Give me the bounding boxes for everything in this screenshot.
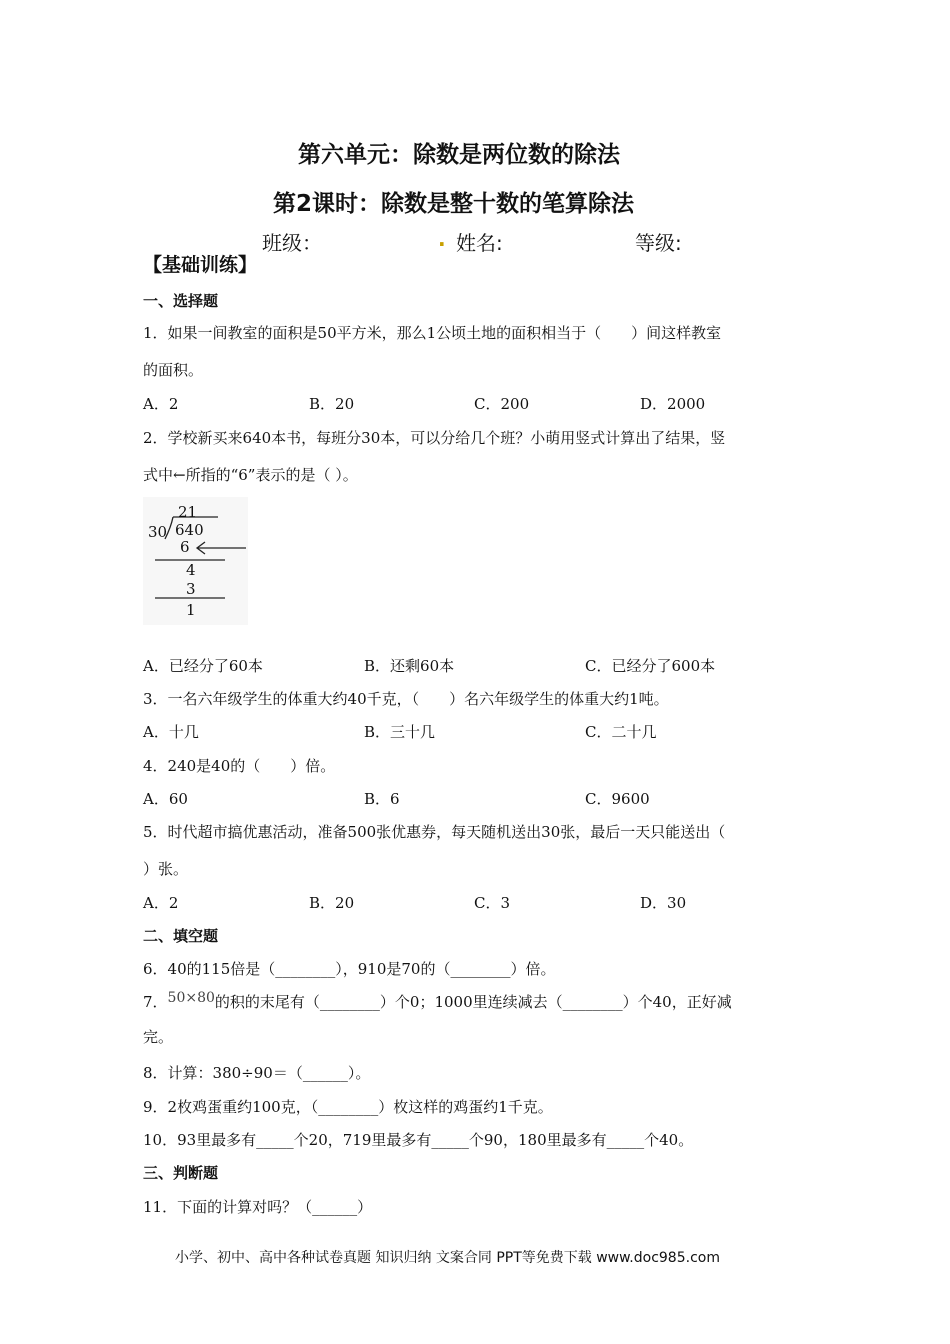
division-step-1: 1 <box>186 601 196 619</box>
q4-option-c: C．9600 <box>585 790 650 808</box>
q5-line2: ）张。 <box>143 860 189 878</box>
section-basic-training: 【基础训练】 <box>143 254 258 276</box>
division-quotient: 21 <box>178 503 198 521</box>
q3-line1: 3．一名六年级学生的体重大约40千克，（ ）名六年级学生的体重大约1吨。 <box>143 690 669 708</box>
section-fill-blank: 二、填空题 <box>143 927 219 945</box>
q2-line1: 2．学校新买来640本书，每班分30本，可以分给几个班？小萌用竖式计算出了结果，竖 <box>143 429 726 447</box>
q1-line1: 1．如果一间教室的面积是50平方米，那么1公顷土地的面积相当于（ ）间这样教室 <box>143 324 722 342</box>
q3-option-a: A．十几 <box>143 723 199 741</box>
q5-option-d: D．30 <box>640 894 687 912</box>
q5-line1: 5．时代超市搞优惠活动，准备500张优惠券，每天随机送出30张，最后一天只能送出（ <box>143 823 726 841</box>
page-title: 第六单元：除数是两位数的除法 <box>298 142 620 168</box>
q9: 9．2枚鸡蛋重约100克，（________）枚这样的鸡蛋约1千克。 <box>143 1098 553 1116</box>
q4-line1: 4．240是40的（ ）倍。 <box>143 757 336 775</box>
q2-option-b: B．还剩60本 <box>364 657 455 675</box>
q2-option-c: C．已经分了600本 <box>585 657 716 675</box>
q3-option-b: B．三十几 <box>364 723 436 741</box>
q7-line2: 完。 <box>143 1028 174 1046</box>
division-step-3: 3 <box>186 580 196 598</box>
footer-text: 小学、初中、高中各种试卷真题 知识归纳 文案合同 PPT等免费下载 www.doc985.com <box>175 1250 720 1266</box>
q2-option-a: A．已经分了60本 <box>143 657 263 675</box>
division-step-6: 6 <box>180 538 190 556</box>
class-label: 班级： <box>262 231 322 255</box>
grade-label: 等级: <box>635 231 682 255</box>
division-step-4: 4 <box>186 561 196 579</box>
q1-option-d: D．2000 <box>640 395 706 413</box>
q5-option-c: C．3 <box>474 894 511 912</box>
q10: 10．93里最多有_____个20，719里最多有_____个90，180里最多有_____个40。 <box>143 1131 694 1149</box>
division-dividend: 640 <box>175 521 204 539</box>
q1-option-b: B．20 <box>309 395 355 413</box>
info-dot: . <box>438 227 446 251</box>
long-division-figure <box>143 497 248 625</box>
q1-option-c: C．200 <box>474 395 530 413</box>
q1-option-a: A．2 <box>143 395 179 413</box>
q6: 6．40的115倍是（________），910是70的（________）倍。 <box>143 960 556 978</box>
page-subtitle: 第2课时：除数是整十数的笔算除法 <box>273 191 635 217</box>
q4-option-a: A．60 <box>143 790 188 808</box>
name-label: 姓名: <box>456 231 503 255</box>
division-divisor: 30 <box>148 523 168 541</box>
q2-line2: 式中←所指的“6”表示的是（ ）。 <box>143 466 358 484</box>
q3-option-c: C．二十几 <box>585 723 657 741</box>
section-choice: 一、选择题 <box>143 292 219 310</box>
q8: 8．计算：380÷90＝（______）。 <box>143 1064 371 1082</box>
q5-option-b: B．20 <box>309 894 355 912</box>
q1-line2: 的面积。 <box>143 361 204 379</box>
q11: 11．下面的计算对吗？（______） <box>143 1198 373 1216</box>
section-judgment: 三、判断题 <box>143 1164 219 1182</box>
q7-prefix: 7． <box>143 993 168 1011</box>
q4-option-b: B．6 <box>364 790 400 808</box>
q7-expression: 50×80 <box>167 990 215 1006</box>
q5-option-a: A．2 <box>143 894 179 912</box>
q7-line1 <box>143 991 732 1012</box>
q7-rest: 的积的末尾有（________）个0；1000里连续减去（________）个40，正好减 <box>214 993 732 1011</box>
